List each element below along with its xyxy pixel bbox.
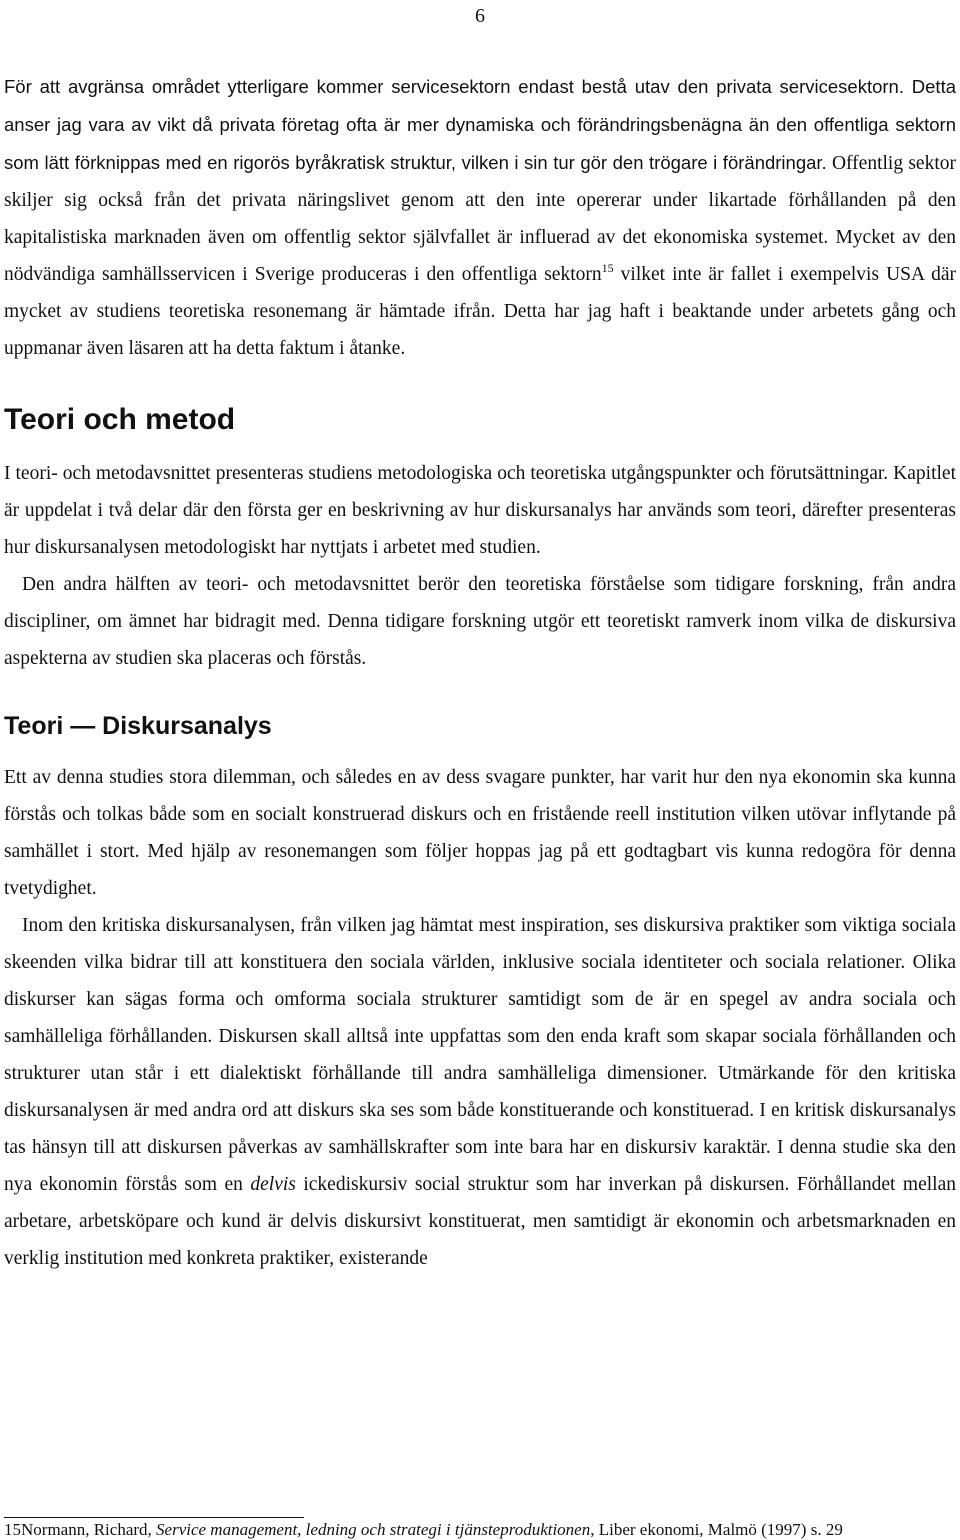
footnote-15: [4, 1520, 956, 1540]
heading-teori-diskursanalys: Teori — Diskursanalys: [4, 712, 272, 740]
page-number: 6: [475, 5, 485, 27]
footnote-separator: [4, 1517, 304, 1518]
heading-teori-och-metod: Teori och metod: [4, 403, 236, 436]
paragraph-dilemma: Ett av denna studies stora dilemman, och således en av dess svagare punkter, har varit hur den nya ekonomin ska kunna förstås och tolkas både som en socialt konstruerad diskurs och en fristående reell institution vilken utövar inflytande på samhället i stort. Med hjälp av resonemangen som följer hoppas jag på ett godtagbart vis kunna redogöra för denna tvetydighet.: [4, 767, 956, 899]
paragraph-method-intro: I teori- och metodavsnittet presenteras studiens metodologiska och teoretiska utgångspunkter och förutsättningar. Kapitlet är uppdelat i två delar där den första ger en beskrivning av hur diskursanalys har används som teori, därefter presenteras hur diskursanalysen metodologiskt har nyttjats i arbetet med studien.: [4, 463, 956, 558]
paragraph-scope-text-b: vilket inte är fallet i exempelvis USA där mycket av studiens teoretiska resonemang är hämtade ifrån. Detta har jag haft i beaktande under arbetets gång och uppmanar även läsaren att ha detta faktum i åtanke.: [4, 264, 956, 359]
footnote-reference[interactable]: 15: [601, 261, 614, 275]
paragraph-scope-text-a: Offentlig sektor skiljer sig också från det privata näringslivet genom att den inte opererar under likartade förhållanden på den kapitalistiska marknaden även om offentlig sektor självfallet är influerad av det ekonomiska systemet. Mycket av den nödvändiga samhällsservicen i Sverige produceras i den offentliga sektorn: [4, 153, 957, 285]
paragraph-critical-discourse-text-b: ickediskursiv social struktur som har inverkan på diskursen. Förhållandet mellan arbetare, arbetsköpare och kund är delvis diskursivt konstituerat, men samtidigt är ekonomin och arbetsmarknaden en verklig institution med konkreta praktiker, existerande: [4, 1174, 956, 1269]
page-body: [4, 68, 956, 1277]
emphasis-delvis: delvis: [250, 1174, 296, 1195]
footnote-suffix: , Liber ekonomi, Malmö (1997) s. 29: [590, 1520, 843, 1539]
footnote-prefix: 15Normann, Richard,: [4, 1520, 157, 1539]
paragraph-method-second-half: Den andra hälften av teori- och metodavsnittet berör den teoretiska förståelse som tidigare forskning, från andra discipliner, om ämnet har bidragit med. Denna tidigare forskning utgör ett teoretiskt ramverk inom vilka de diskursiva aspekterna av studien ska placeras och förstås.: [4, 574, 956, 669]
paragraph-scope: [4, 68, 956, 367]
paragraph-scope-sans-text: För att avgränsa området ytterligare kommer servicesektorn endast bestå utav den privata servicesektorn. Detta anser jag vara av vikt då privata företag ofta är mer dynamiska och förändringsbenägna än den offentliga sektorn som lätt förknippas med en rigorös byråkratisk struktur, vilken i sin tur gör den trögare i förändringar.: [4, 76, 956, 173]
paragraph-critical-discourse: [4, 907, 956, 1277]
footnote-title: Service management, ledning och strategi i tjänsteproduktionen: [156, 1520, 591, 1539]
paragraph-critical-discourse-text-a: Inom den kritiska diskursanalysen, från vilken jag hämtat mest inspiration, ses diskursiva praktiker som viktiga sociala skeenden vilka bidrar till att konstituera den sociala världen, inklusive sociala identiteter och sociala relationer. Olika diskurser kan sägas forma och omforma sociala strukturer samtidigt som de är en spegel av andra sociala och samhälleliga förhållanden. Diskursen skall alltså inte uppfattas som den enda kraft som skapar sociala förhållanden och strukturer utan står i ett dialektiskt förhållande till andra samhälleliga dimensioner. Utmärkande för den kritiska diskursanalysen är med andra ord att diskurs ska ses som både konstituerande och konstituerad. I en kritisk diskursanalys tas hänsyn till att diskursen påverkas av samhällskrafter som inte bara har en diskursiv karaktär. I denna studie ska den nya ekonomin förstås som en: [4, 915, 956, 1195]
